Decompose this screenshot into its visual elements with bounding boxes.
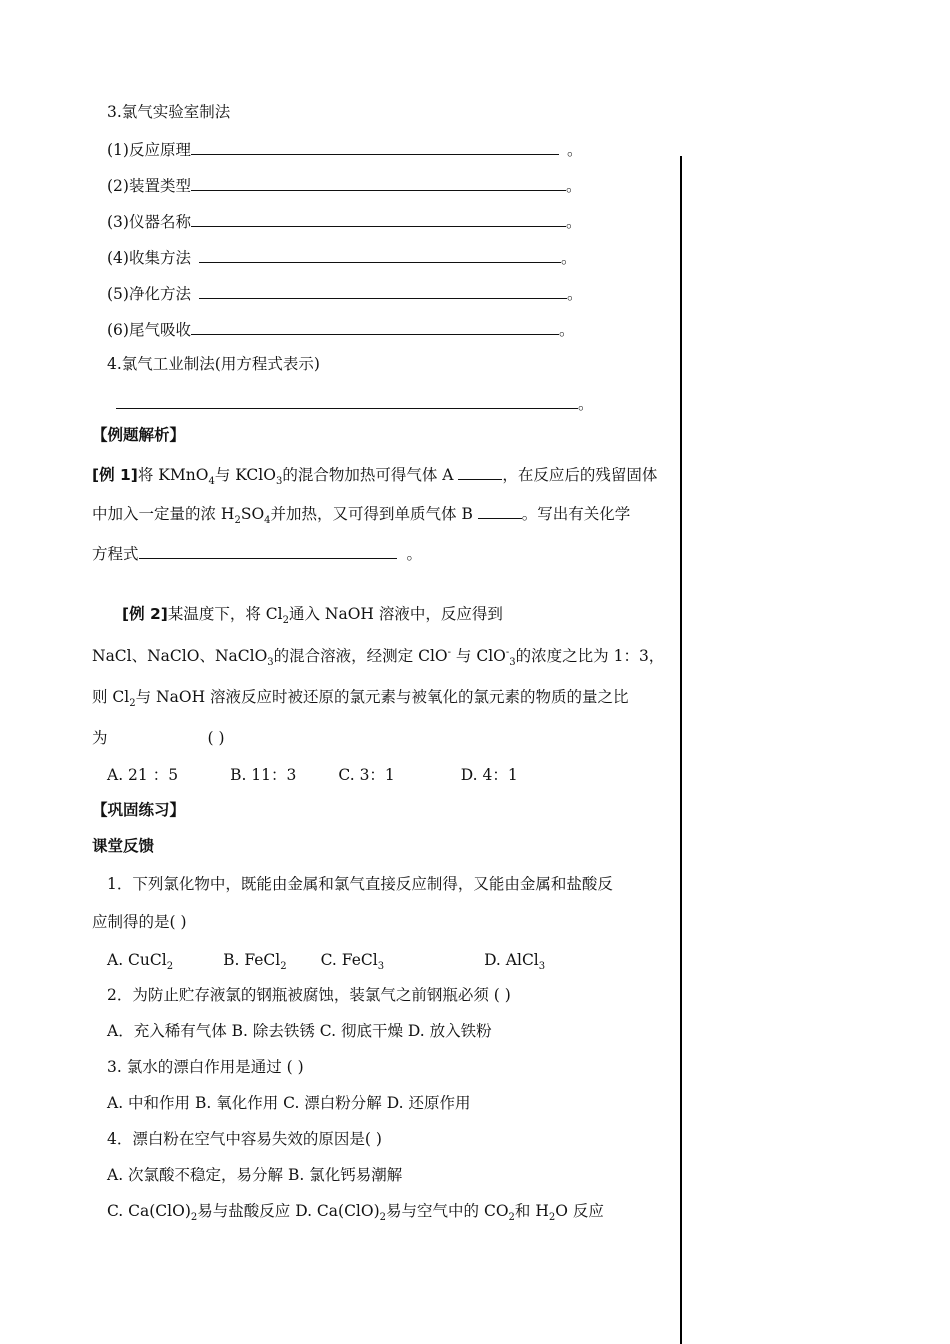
question1-line2: 应制得的是( ) (92, 913, 187, 931)
item-label: (2)装置类型 (107, 177, 191, 195)
question3-line1: 3. 氯水的漂白作用是通过 ( ) (107, 1058, 304, 1076)
blank-line[interactable] (191, 138, 559, 155)
example1-tag: [例 1] (92, 466, 138, 484)
example1-line3: 方程式 。 (92, 542, 422, 564)
option-d[interactable]: D. 4：1 (460, 766, 518, 784)
question4-line1: 4．漂白粉在空气中容易失效的原因是( ) (107, 1130, 382, 1148)
example1-line2: 中加入一定量的浓 $H_2SO_4$并加热，又可得到单质气体 B 。写出有关化学 (92, 502, 630, 524)
option-b[interactable]: B. 11：3 (230, 766, 297, 784)
item-label: (5)净化方法 (107, 285, 191, 303)
blank-equation[interactable] (139, 542, 397, 559)
question4-options-cd[interactable]: C. $Ca(ClO)_2$易与盐酸反应 D. $Ca(ClO)_2$易与空气中的 $CO_2$和 $H_2O$ 反应 (107, 1202, 604, 1224)
example2-line1: [例 2]某温度下，将 $Cl_2$通入 NaOH 溶液中，反应得到 (122, 605, 503, 627)
blank-line[interactable] (191, 210, 566, 227)
option-d[interactable]: D. AlCl$_3$ (484, 951, 546, 973)
option-b[interactable]: B. FeCl$_2$ (223, 951, 287, 973)
question3-options[interactable]: A. 中和作用 B. 氧化作用 C. 漂白粉分解 D. 还原作用 (107, 1094, 471, 1112)
blank-line[interactable] (116, 392, 578, 409)
item-reaction-principle: (1)反应原理 。 (107, 138, 582, 160)
item-purification-method: (5)净化方法 。 (107, 282, 582, 304)
example2-line2: NaCl、NaClO、NaClO$_3$的混合溶液，经测定 ClO- 与 ClO-$_3$的浓度之比为 1：3， (92, 646, 665, 669)
example2-options (107, 765, 518, 785)
example2-line4: 为 ( ) (92, 729, 225, 747)
blank-gas-b[interactable] (478, 502, 522, 519)
item-apparatus-type: (2)装置类型 。 (107, 174, 581, 196)
question1-options (107, 950, 546, 973)
question2-options[interactable]: A．充入稀有气体 B. 除去铁锈 C. 彻底干燥 D. 放入铁粉 (107, 1022, 492, 1040)
question4-options-ab[interactable]: A. 次氯酸不稳定，易分解 B. 氯化钙易潮解 (107, 1166, 403, 1184)
example2-tag: [例 2] (122, 605, 168, 623)
section4-answer-line: 。 (116, 392, 594, 414)
blank-line[interactable] (191, 318, 559, 335)
item-label: (1)反应原理 (107, 141, 191, 159)
example1-line1: [例 1]将 KMnO$_4$与 KClO$_3$的混合物加热可得气体 A ，在反应后的残留固体 (92, 463, 657, 485)
question1-line1: 1．下列氯化物中，既能由金属和氯气直接反应制得，又能由金属和盐酸反 (107, 875, 613, 893)
section3-title: 3.氯气实验室制法 (107, 103, 231, 121)
practice-subheading: 课堂反馈 (92, 837, 155, 855)
answer-bracket[interactable]: ( ) (207, 729, 225, 747)
item-collection-method: (4)收集方法 。 (107, 246, 576, 268)
item-label: (4)收集方法 (107, 249, 191, 267)
option-c[interactable]: C. 3：1 (338, 766, 395, 784)
option-a[interactable]: A. 21 ：5 (107, 766, 179, 784)
item-instrument-names: (3)仪器名称 。 (107, 210, 581, 232)
item-label: (6)尾气吸收 (107, 321, 191, 339)
item-label: (3)仪器名称 (107, 213, 191, 231)
blank-line[interactable] (199, 282, 567, 299)
blank-line[interactable] (199, 246, 561, 263)
item-tail-gas-absorption: (6)尾气吸收 。 (107, 318, 574, 340)
blank-line[interactable] (191, 174, 566, 191)
examples-heading: 【例题解析】 (92, 426, 186, 444)
option-c[interactable]: C. FeCl$_3$ (320, 951, 385, 973)
example2-line3: 则 $Cl_2$与 NaOH 溶液反应时被还原的氯元素与被氧化的氯元素的物质的量之比 (92, 688, 629, 710)
question2-line1: 2．为防止贮存液氯的钢瓶被腐蚀，装氯气之前钢瓶必须 ( ) (107, 986, 511, 1004)
blank-gas-a[interactable] (458, 463, 502, 480)
practice-heading: 【巩固练习】 (92, 801, 186, 819)
section4-title: 4.氯气工业制法(用方程式表示) (107, 355, 320, 373)
vertical-margin-rule (680, 156, 682, 1344)
option-a[interactable]: A. CuCl$_2$ (107, 951, 174, 973)
